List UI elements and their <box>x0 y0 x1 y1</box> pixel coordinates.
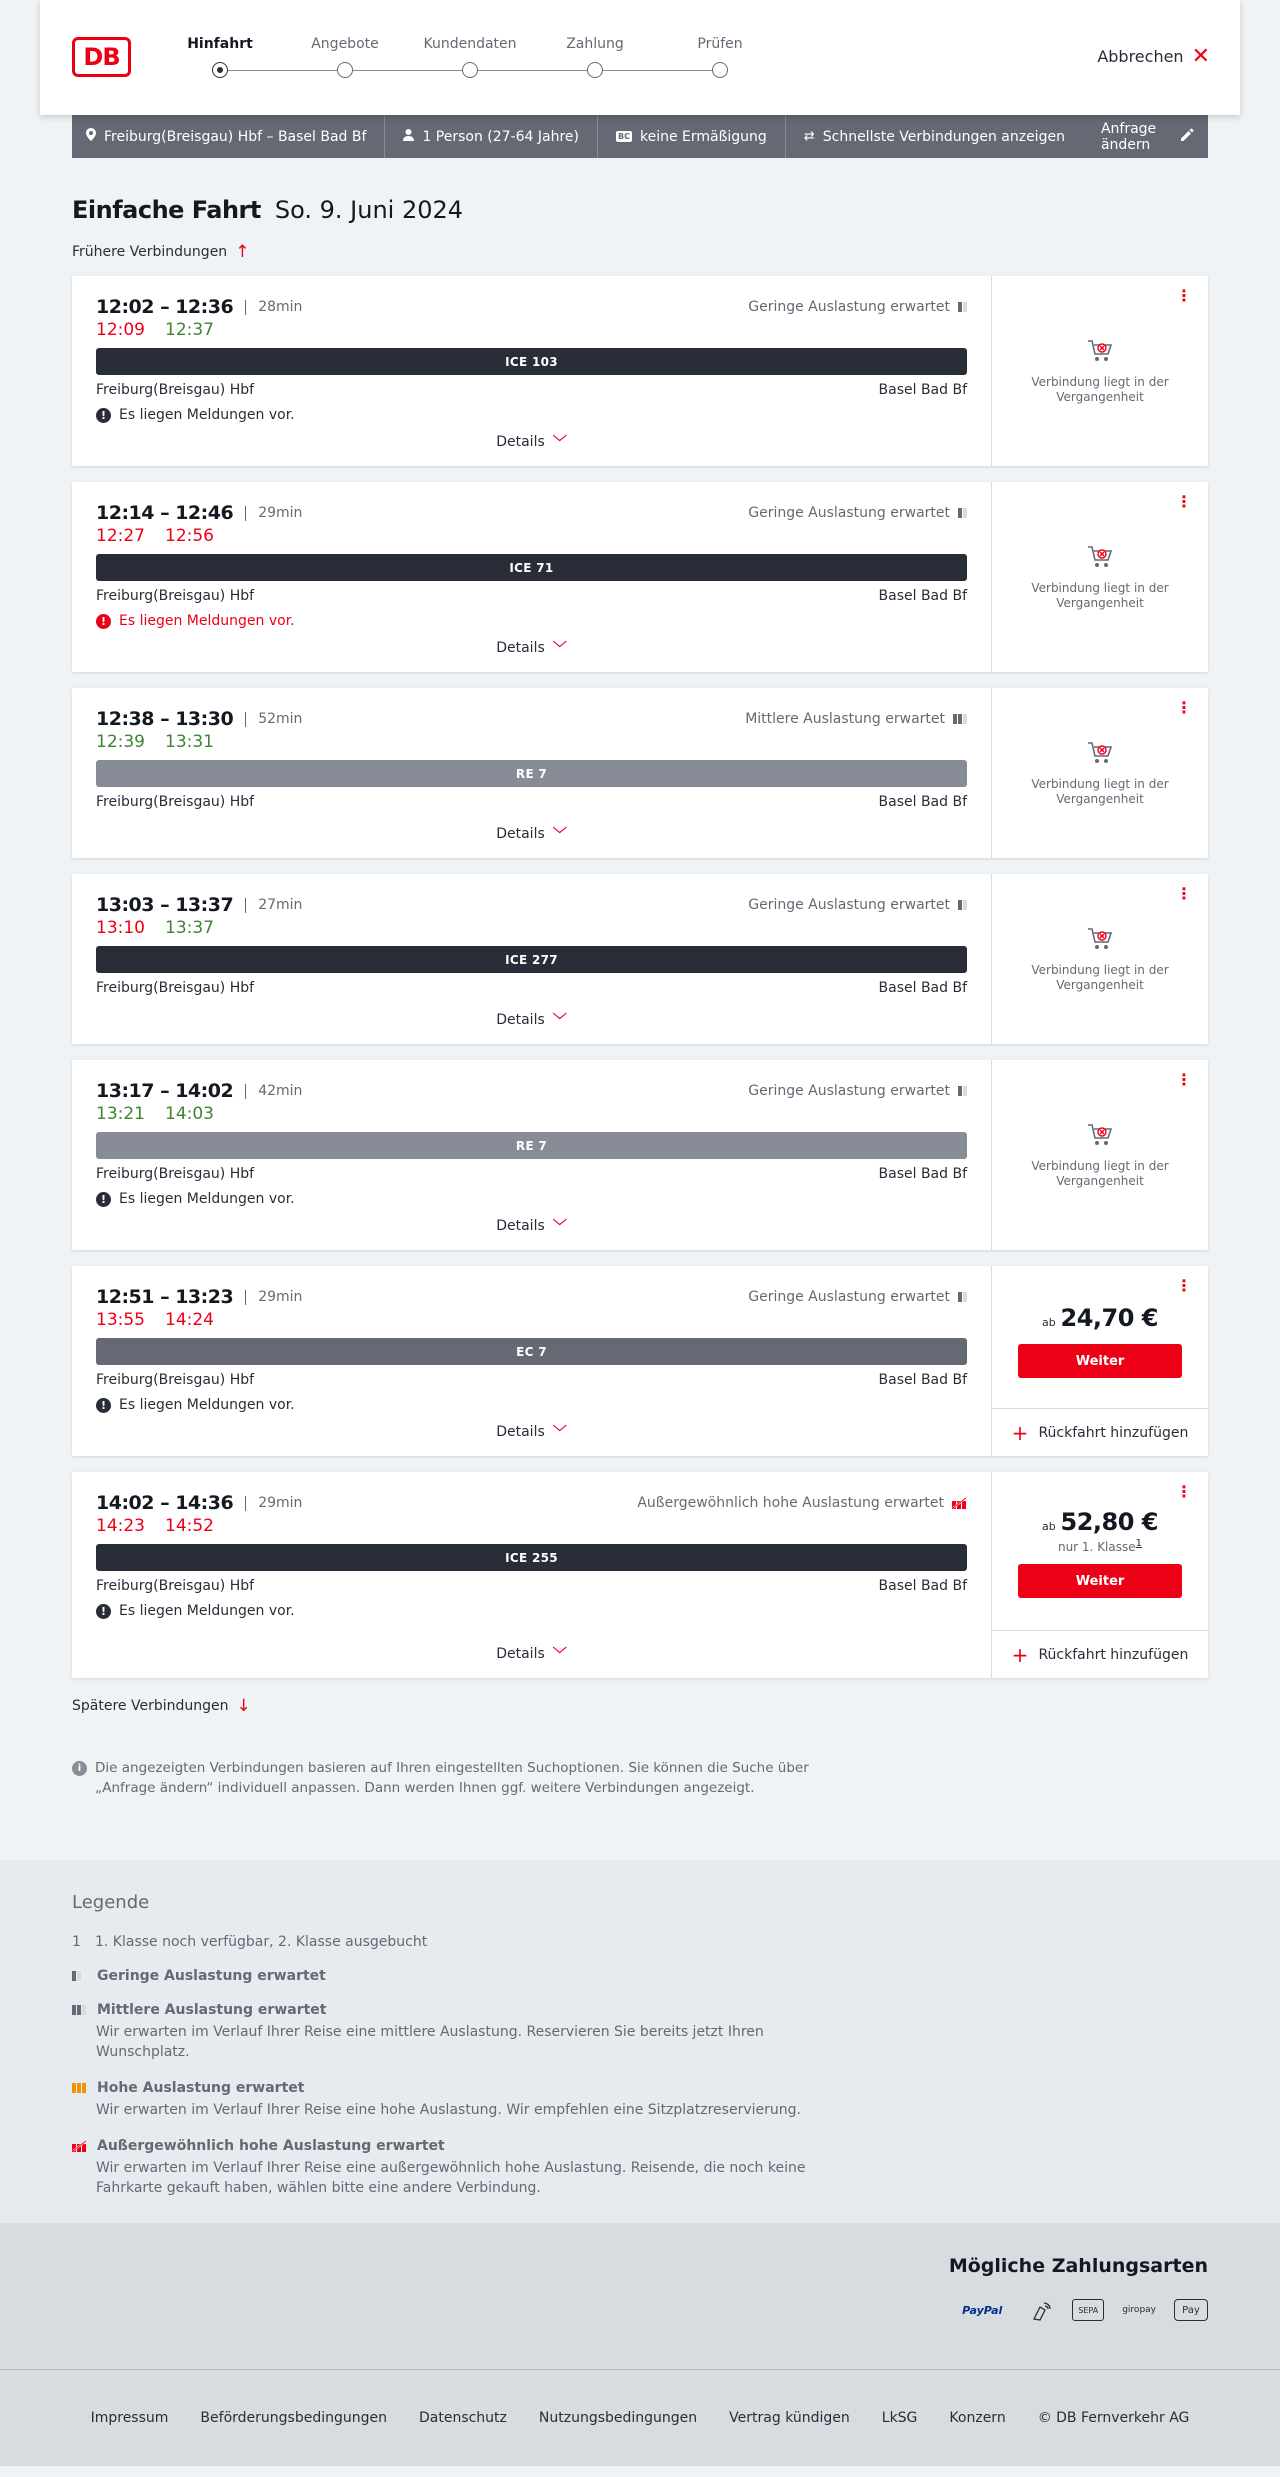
occupancy <box>748 1289 967 1305</box>
past-connection-notice <box>992 874 1208 1044</box>
occupancy-text: Außergewöhnlich hohe Auslastung erwartet <box>637 1495 944 1511</box>
add-return-button[interactable] <box>992 1630 1208 1678</box>
connection-offer <box>992 1472 1208 1678</box>
occupancy-extreme-icon <box>952 1497 967 1509</box>
legend-item-desc: Wir erwarten im Verlauf Ihrer Reise eine hohe Auslastung. Wir empfehlen eine Sitzplatzreservierung. <box>96 2102 801 2118</box>
duration: 27min <box>245 898 302 913</box>
add-return-label: Rückfahrt hinzufügen <box>1038 1424 1189 1441</box>
realtime-row <box>96 1516 967 1540</box>
more-options-icon[interactable]: ⋮ <box>1176 492 1192 511</box>
connection-card <box>72 1266 1208 1456</box>
price-prefix: ab <box>1042 1316 1056 1329</box>
legend-item-title: Hohe Auslastung erwartet <box>97 2080 305 2096</box>
continue-button[interactable]: Weiter <box>1018 1344 1182 1378</box>
destination-station: Basel Bad Bf <box>878 794 967 810</box>
step-zahlung[interactable] <box>535 36 655 78</box>
step-label: Zahlung <box>566 36 624 52</box>
details-toggle[interactable] <box>72 432 991 452</box>
time-row <box>96 296 967 318</box>
earlier-label: Frühere Verbindungen <box>72 244 228 260</box>
realtime-arrival: 13:31 <box>165 732 214 752</box>
step-hinfahrt <box>160 36 280 78</box>
occupancy <box>748 505 967 521</box>
cart-unavailable-icon <box>1086 925 1114 953</box>
stations <box>96 980 967 998</box>
step-angebote[interactable] <box>285 36 405 78</box>
footer-link-nutzungsbedingungen[interactable]: Nutzungsbedingungen <box>538 2410 698 2426</box>
connection-info <box>72 1060 992 1250</box>
step-pruefen[interactable] <box>660 36 780 78</box>
message-text: Es liegen Meldungen vor. <box>119 407 295 423</box>
step-dot <box>337 62 353 78</box>
edit-request-button[interactable] <box>1101 121 1194 153</box>
realtime-row <box>96 918 967 942</box>
message-text: Es liegen Meldungen vor. <box>119 613 295 629</box>
realtime-departure: 14:23 <box>96 1516 145 1536</box>
page-title <box>72 196 1208 224</box>
occupancy-high-icon <box>72 2083 87 2093</box>
connection-offer <box>992 1060 1208 1250</box>
connection-offer <box>992 1266 1208 1456</box>
legend-item-title: Geringe Auslastung erwartet <box>97 1968 326 1984</box>
origin-station: Freiburg(Breisgau) Hbf <box>96 588 255 604</box>
header <box>40 0 1240 115</box>
details-label: Details <box>496 434 545 450</box>
train-bar[interactable]: ICE 255 <box>96 1544 967 1571</box>
occupancy <box>748 299 967 315</box>
duration: 29min <box>245 1290 302 1305</box>
duration: 28min <box>245 300 302 315</box>
footer-link-konzern[interactable]: Konzern <box>949 2410 1006 2426</box>
chevron-down-icon: ﹀ <box>552 827 567 843</box>
more-options-icon[interactable]: ⋮ <box>1176 698 1192 717</box>
past-text: Verbindung liegt in der Vergangenheit <box>1031 1159 1169 1188</box>
planned-times: 12:14 – 12:46 <box>96 502 234 524</box>
time-row <box>96 502 967 524</box>
message-notice[interactable] <box>96 612 967 630</box>
connection-offer <box>992 482 1208 672</box>
realtime-arrival: 13:37 <box>165 918 214 938</box>
more-options-icon[interactable]: ⋮ <box>1176 1070 1192 1089</box>
origin-station: Freiburg(Breisgau) Hbf <box>96 794 255 810</box>
details-toggle[interactable] <box>72 1644 991 1664</box>
giropay-icon: giropay <box>1122 2305 1156 2315</box>
chevron-down-icon: ﹀ <box>552 1425 567 1441</box>
realtime-arrival: 14:03 <box>165 1104 214 1124</box>
add-return-button[interactable] <box>992 1408 1208 1456</box>
occupancy-low-icon <box>958 508 967 518</box>
connection-offer <box>992 688 1208 858</box>
cart-unavailable-icon <box>1086 543 1114 571</box>
discount-text: keine Ermäßigung <box>639 128 767 145</box>
alert-icon: ! <box>96 1398 111 1413</box>
chevron-down-icon: ﹀ <box>552 1219 567 1235</box>
realtime-row <box>96 1310 967 1334</box>
connection-info <box>72 1472 992 1678</box>
add-return-label: Rückfahrt hinzufügen <box>1038 1646 1189 1663</box>
search-persons <box>403 115 598 158</box>
connection-offer <box>992 276 1208 466</box>
price-note <box>992 1538 1208 1554</box>
footer-link-impressum[interactable]: Impressum <box>90 2410 169 2426</box>
occupancy-medium-icon <box>953 714 967 724</box>
step-dot <box>587 62 603 78</box>
details-label: Details <box>496 826 545 842</box>
later-label: Spätere Verbindungen <box>72 1698 229 1714</box>
realtime-row <box>96 1104 967 1128</box>
paypal-icon: PayPal <box>962 2303 1003 2317</box>
stations <box>96 588 967 606</box>
realtime-departure: 13:10 <box>96 918 145 938</box>
connection-info <box>72 874 992 1044</box>
step-dot <box>462 62 478 78</box>
realtime-arrival: 14:52 <box>165 1516 214 1536</box>
occupancy <box>748 1083 967 1099</box>
search-discount <box>616 115 786 158</box>
legend-item-low <box>72 1968 1208 1984</box>
past-connection-notice <box>992 688 1208 858</box>
past-text: Verbindung liegt in der Vergangenheit <box>1031 581 1169 610</box>
origin-station: Freiburg(Breisgau) Hbf <box>96 1578 255 1594</box>
step-kundendaten[interactable] <box>410 36 530 78</box>
step-label: Prüfen <box>697 36 743 52</box>
message-notice[interactable] <box>96 1602 967 1620</box>
train-bar[interactable]: ICE 277 <box>96 946 967 973</box>
past-text: Verbindung liegt in der Vergangenheit <box>1031 963 1169 992</box>
sepa-icon: SEPA <box>1072 2299 1104 2321</box>
realtime-departure: 12:27 <box>96 526 145 546</box>
occupancy-low-icon <box>958 302 967 312</box>
footer-link-vertrag-kuendigen[interactable]: Vertrag kündigen <box>729 2410 850 2426</box>
location-pin-icon <box>86 128 96 145</box>
stations <box>96 382 967 400</box>
footer-link-befoerderungsbedingungen[interactable]: Beförderungsbedingungen <box>200 2410 387 2426</box>
legend-section <box>0 1860 1280 2223</box>
legend-item-title: Mittlere Auslastung erwartet <box>97 2002 327 2018</box>
route-text: Freiburg(Breisgau) Hbf – Basel Bad Bf <box>104 128 367 145</box>
alert-icon: ! <box>96 1192 111 1207</box>
db-logo[interactable]: DB <box>72 37 131 77</box>
details-toggle[interactable] <box>72 1216 991 1236</box>
origin-station: Freiburg(Breisgau) Hbf <box>96 1372 255 1388</box>
connection-card <box>72 1472 1208 1678</box>
continue-button[interactable]: Weiter <box>1018 1564 1182 1598</box>
occupancy-text: Geringe Auslastung erwartet <box>748 1083 950 1099</box>
planned-times: 13:17 – 14:02 <box>96 1080 234 1102</box>
legend-item-title: Außergewöhnlich hohe Auslastung erwartet <box>97 2138 445 2154</box>
occupancy-text: Geringe Auslastung erwartet <box>748 299 950 315</box>
duration: 29min <box>245 1496 302 1511</box>
details-label: Details <box>496 1646 545 1662</box>
planned-times: 12:02 – 12:36 <box>96 296 234 318</box>
destination-station: Basel Bad Bf <box>878 382 967 398</box>
step-label: Kundendaten <box>423 36 517 52</box>
origin-station: Freiburg(Breisgau) Hbf <box>96 1166 255 1182</box>
info-icon: i <box>72 1761 87 1776</box>
occupancy-low-icon <box>958 1292 967 1302</box>
more-options-icon[interactable]: ⋮ <box>1176 286 1192 305</box>
price: 52,80 € <box>1060 1508 1158 1536</box>
plus-icon: + <box>1011 1420 1029 1445</box>
price: 24,70 € <box>1060 1304 1158 1332</box>
alert-icon: ! <box>96 1604 111 1619</box>
occupancy-text: Mittlere Auslastung erwartet <box>745 711 945 727</box>
details-toggle[interactable] <box>72 1422 991 1442</box>
past-connection-notice <box>992 482 1208 672</box>
cart-unavailable-icon <box>1086 337 1114 365</box>
time-row <box>96 1080 967 1102</box>
connection-offer <box>992 874 1208 1044</box>
time-row <box>96 894 967 916</box>
occupancy-low-icon <box>72 1971 87 1981</box>
time-row <box>96 1286 967 1308</box>
train-bar[interactable]: EC 7 <box>96 1338 967 1365</box>
train-bar[interactable]: ICE 71 <box>96 554 967 581</box>
destination-station: Basel Bad Bf <box>878 1372 967 1388</box>
payment-title: Mögliche Zahlungsarten <box>948 2255 1208 2277</box>
details-label: Details <box>496 1218 545 1234</box>
duration: 42min <box>245 1084 302 1099</box>
chevron-down-icon: ﹀ <box>552 641 567 657</box>
time-row <box>96 1492 967 1514</box>
message-notice[interactable] <box>96 1396 967 1414</box>
occupancy-text: Geringe Auslastung erwartet <box>748 1289 950 1305</box>
occupancy-medium-icon <box>72 2005 87 2015</box>
message-text: Es liegen Meldungen vor. <box>119 1397 295 1413</box>
arrow-down-icon: ↓ <box>236 1696 251 1716</box>
person-icon <box>403 129 414 145</box>
occupancy-extreme-icon <box>72 2140 87 2152</box>
planned-times: 13:03 – 13:37 <box>96 894 234 916</box>
past-text: Verbindung liegt in der Vergangenheit <box>1031 777 1169 806</box>
realtime-row <box>96 526 967 550</box>
details-toggle[interactable] <box>72 638 991 658</box>
legend-item-medium <box>72 2002 1208 2062</box>
cart-unavailable-icon <box>1086 739 1114 767</box>
stations <box>96 794 967 812</box>
past-connection-notice <box>992 1060 1208 1250</box>
connection-card <box>72 688 1208 858</box>
duration: 52min <box>245 712 302 727</box>
occupancy <box>745 711 967 727</box>
realtime-row <box>96 320 967 344</box>
destination-station: Basel Bad Bf <box>878 588 967 604</box>
time-row <box>96 708 967 730</box>
contactless-card-icon <box>1030 2296 1054 2324</box>
occupancy-low-icon <box>958 1086 967 1096</box>
planned-times: 12:38 – 13:30 <box>96 708 234 730</box>
realtime-departure: 13:21 <box>96 1104 145 1124</box>
edit-request-label: Anfrage ändern <box>1100 120 1157 153</box>
realtime-departure: 12:39 <box>96 732 145 752</box>
realtime-departure: 13:55 <box>96 1310 145 1330</box>
stations <box>96 1372 967 1390</box>
message-text: Es liegen Meldungen vor. <box>119 1191 295 1207</box>
realtime-departure: 12:09 <box>96 320 145 340</box>
destination-station: Basel Bad Bf <box>878 1166 967 1182</box>
connection-info <box>72 482 992 672</box>
origin-station: Freiburg(Breisgau) Hbf <box>96 382 255 398</box>
footnote-text: 1. Klasse noch verfügbar, 2. Klasse ausgebucht <box>95 1934 428 1950</box>
chevron-down-icon: ﹀ <box>552 1647 567 1663</box>
occupancy-text: Geringe Auslastung erwartet <box>748 897 950 913</box>
cancel-label: Abbrechen <box>1097 47 1184 66</box>
details-label: Details <box>496 1424 545 1440</box>
legend-title: Legende <box>72 1892 150 1913</box>
trip-date: So. 9. Juni 2024 <box>274 196 464 224</box>
main-content <box>72 196 1208 1798</box>
legend-item-desc: Wir erwarten im Verlauf Ihrer Reise eine außergewöhnlich hohe Auslastung. Reisende, die noch keine Fahrkarte gekauft haben, wählen bitte eine andere Verbindung. <box>96 2160 806 2196</box>
details-toggle[interactable] <box>72 824 991 844</box>
swap-arrows-icon: ⇄ <box>803 129 815 144</box>
trip-type-title: Einfache Fahrt <box>72 196 261 224</box>
info-note <box>72 1758 872 1798</box>
plus-icon: + <box>1011 1642 1029 1667</box>
message-notice[interactable] <box>96 1190 967 1208</box>
step-dot <box>712 62 728 78</box>
payment-icons <box>952 2296 1208 2324</box>
earlier-connections-link[interactable] <box>72 242 1208 262</box>
legend-item-desc: Wir erwarten im Verlauf Ihrer Reise eine mittlere Auslastung. Reservieren Sie bereits jetzt Ihren Wunschplatz. <box>96 2024 764 2060</box>
footnote-ref[interactable]: 1 <box>1135 1538 1143 1549</box>
persons-text: 1 Person (27-64 Jahre) <box>422 128 579 145</box>
legend-item-extreme <box>72 2138 1208 2198</box>
destination-station: Basel Bad Bf <box>878 980 967 996</box>
connection-card <box>72 1060 1208 1250</box>
progress-stepper <box>187 36 760 86</box>
connection-card <box>72 874 1208 1044</box>
more-options-icon[interactable]: ⋮ <box>1176 884 1192 903</box>
pencil-icon <box>1181 128 1194 145</box>
bahncard-icon: BC <box>618 132 630 141</box>
message-text: Es liegen Meldungen vor. <box>119 1603 295 1619</box>
planned-times: 12:51 – 13:23 <box>96 1286 234 1308</box>
train-bar[interactable]: RE 7 <box>96 1132 967 1159</box>
footnote-key: 1 <box>72 1934 81 1950</box>
alert-icon: ! <box>96 408 111 423</box>
chevron-down-icon: ﹀ <box>552 435 567 451</box>
realtime-arrival: 12:37 <box>165 320 214 340</box>
occupancy <box>748 897 967 913</box>
chevron-down-icon: ﹀ <box>552 1013 567 1029</box>
connection-info <box>72 1266 992 1456</box>
search-option <box>804 115 1083 158</box>
more-options-icon[interactable]: ⋮ <box>1176 1276 1192 1295</box>
details-toggle[interactable] <box>72 1010 991 1030</box>
cart-unavailable-icon <box>1086 1121 1114 1149</box>
step-label: Hinfahrt <box>187 36 253 52</box>
info-note-text: Die angezeigten Verbindungen basieren auf Ihren eingestellten Suchoptionen. Sie können die Suche über „Anfrage ändern“ individuell anpassen. Dann werden Ihnen ggf. weitere Verbindungen angezeigt. <box>95 1760 809 1796</box>
legend-item-high <box>72 2080 1208 2120</box>
footer-copyright[interactable]: © DB Fernverkehr AG <box>1037 2410 1190 2426</box>
legend-footnote <box>72 1934 1208 1950</box>
payment-methods-section <box>0 2223 1280 2369</box>
occupancy <box>637 1495 967 1511</box>
realtime-row <box>96 732 967 756</box>
close-icon: ✕ <box>1191 43 1210 69</box>
origin-station: Freiburg(Breisgau) Hbf <box>96 980 255 996</box>
train-bar[interactable]: ICE 103 <box>96 348 967 375</box>
step-label: Angebote <box>311 36 379 52</box>
details-label: Details <box>496 1012 545 1028</box>
occupancy-text: Geringe Auslastung erwartet <box>748 505 950 521</box>
search-route <box>86 115 385 158</box>
destination-station: Basel Bad Bf <box>878 1578 967 1594</box>
message-notice[interactable] <box>96 406 967 424</box>
connection-card <box>72 276 1208 466</box>
later-connections-link[interactable] <box>72 1696 1208 1716</box>
past-text: Verbindung liegt in der Vergangenheit <box>1031 375 1169 404</box>
apple-pay-icon: Pay <box>1174 2299 1208 2321</box>
realtime-arrival: 12:56 <box>165 526 214 546</box>
cancel-button[interactable] <box>1097 43 1210 69</box>
planned-times: 14:02 – 14:36 <box>96 1492 234 1514</box>
duration: 29min <box>245 506 302 521</box>
footer <box>0 2369 1280 2466</box>
realtime-arrival: 14:24 <box>165 1310 214 1330</box>
train-bar[interactable]: RE 7 <box>96 760 967 787</box>
footer-link-datenschutz[interactable]: Datenschutz <box>418 2410 507 2426</box>
search-summary-bar <box>72 115 1208 158</box>
connection-card <box>72 482 1208 672</box>
connection-info <box>72 688 992 858</box>
footer-link-lksg[interactable]: LkSG <box>881 2410 918 2426</box>
price-prefix: ab <box>1042 1520 1056 1533</box>
details-label: Details <box>496 640 545 656</box>
option-text: Schnellste Verbindungen anzeigen <box>822 128 1065 145</box>
price-note-text: nur 1. Klasse <box>1057 1540 1136 1554</box>
connection-info <box>72 276 992 466</box>
step-dot <box>212 62 228 78</box>
stations <box>96 1166 967 1184</box>
past-connection-notice <box>992 276 1208 466</box>
arrow-up-icon: ↑ <box>235 242 250 262</box>
occupancy-low-icon <box>958 900 967 910</box>
stations <box>96 1578 967 1596</box>
alert-icon: ! <box>96 614 111 629</box>
more-options-icon[interactable]: ⋮ <box>1176 1482 1192 1501</box>
